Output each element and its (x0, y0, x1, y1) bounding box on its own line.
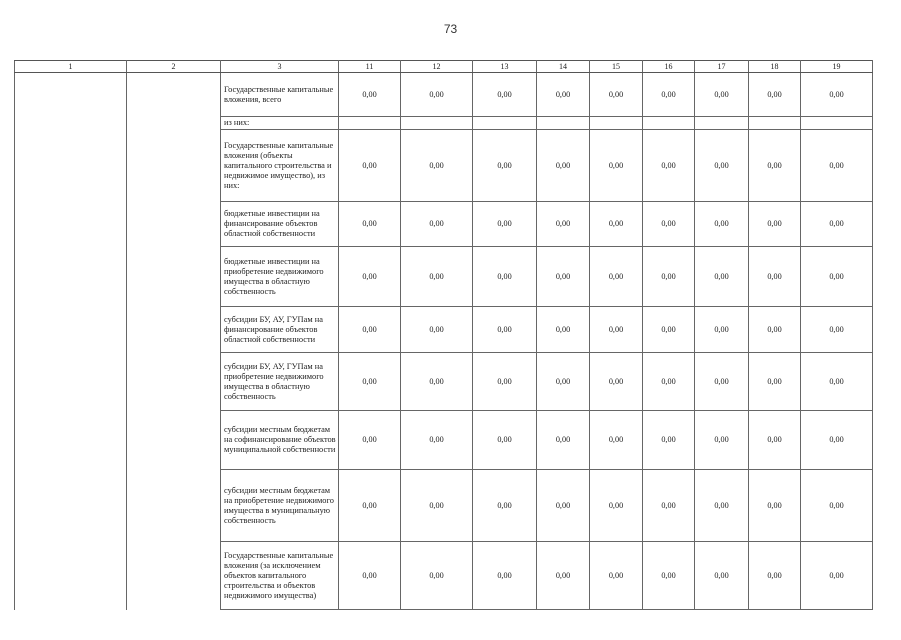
value-cell-col-17: 0,00 (695, 202, 749, 247)
value-cell-col-19: 0,00 (801, 411, 873, 470)
header-row (15, 61, 873, 73)
column-header-18: 18 (749, 61, 801, 73)
merged-column-2-cell (127, 73, 221, 610)
value-cell-col-18: 0,00 (749, 73, 801, 117)
value-cell-col-12: 0,00 (401, 542, 473, 610)
value-cell-col-19: 0,00 (801, 307, 873, 353)
value-cell-col-16 (643, 117, 695, 130)
row-label: субсидии БУ, АУ, ГУПам на приобретение недвижимого имущества в областную собственность (221, 353, 339, 411)
value-cell-col-14: 0,00 (537, 130, 590, 202)
value-cell-col-13: 0,00 (473, 307, 537, 353)
value-cell-col-15: 0,00 (590, 202, 643, 247)
value-cell-col-14: 0,00 (537, 307, 590, 353)
value-cell-col-11 (339, 117, 401, 130)
value-cell-col-12 (401, 117, 473, 130)
value-cell-col-13: 0,00 (473, 411, 537, 470)
value-cell-col-16: 0,00 (643, 202, 695, 247)
table-body (15, 73, 873, 610)
value-cell-col-12: 0,00 (401, 353, 473, 411)
value-cell-col-13: 0,00 (473, 470, 537, 542)
value-cell-col-19: 0,00 (801, 470, 873, 542)
value-cell-col-17: 0,00 (695, 353, 749, 411)
capital-investments-table (14, 60, 873, 610)
column-header-13: 13 (473, 61, 537, 73)
value-cell-col-11: 0,00 (339, 470, 401, 542)
value-cell-col-16: 0,00 (643, 247, 695, 307)
value-cell-col-12: 0,00 (401, 411, 473, 470)
row-label: Государственные капитальные вложения (объекты капитального строительства и недвижимое имущество), из них: (221, 130, 339, 202)
value-cell-col-11: 0,00 (339, 130, 401, 202)
value-cell-col-15: 0,00 (590, 73, 643, 117)
value-cell-col-14: 0,00 (537, 202, 590, 247)
value-cell-col-16: 0,00 (643, 353, 695, 411)
value-cell-col-17: 0,00 (695, 307, 749, 353)
value-cell-col-18: 0,00 (749, 247, 801, 307)
row-label: Государственные капитальные вложения (за исключением объектов капитального строительства и объектов недвижимого имущества) (221, 542, 339, 610)
value-cell-col-17: 0,00 (695, 130, 749, 202)
value-cell-col-14: 0,00 (537, 542, 590, 610)
value-cell-col-17: 0,00 (695, 470, 749, 542)
merged-column-1-cell (15, 73, 127, 610)
page-number: 73 (443, 22, 458, 36)
column-header-11: 11 (339, 61, 401, 73)
value-cell-col-18: 0,00 (749, 470, 801, 542)
value-cell-col-18 (749, 117, 801, 130)
value-cell-col-16: 0,00 (643, 73, 695, 117)
row-label: субсидии местным бюджетам на софинансирование объектов муниципальной собственности (221, 411, 339, 470)
value-cell-col-11: 0,00 (339, 202, 401, 247)
value-cell-col-11: 0,00 (339, 411, 401, 470)
value-cell-col-13: 0,00 (473, 353, 537, 411)
value-cell-col-16: 0,00 (643, 307, 695, 353)
value-cell-col-11: 0,00 (339, 247, 401, 307)
value-cell-col-19: 0,00 (801, 353, 873, 411)
value-cell-col-16: 0,00 (643, 542, 695, 610)
value-cell-col-13: 0,00 (473, 542, 537, 610)
value-cell-col-16: 0,00 (643, 470, 695, 542)
row-label: бюджетные инвестиции на финансирование объектов областной собственности (221, 202, 339, 247)
value-cell-col-18: 0,00 (749, 307, 801, 353)
value-cell-col-15: 0,00 (590, 247, 643, 307)
column-header-3: 3 (221, 61, 339, 73)
value-cell-col-12: 0,00 (401, 470, 473, 542)
value-cell-col-13 (473, 117, 537, 130)
value-cell-col-14: 0,00 (537, 247, 590, 307)
value-cell-col-17: 0,00 (695, 411, 749, 470)
value-cell-col-19: 0,00 (801, 202, 873, 247)
value-cell-col-17: 0,00 (695, 542, 749, 610)
value-cell-col-13: 0,00 (473, 202, 537, 247)
value-cell-col-13: 0,00 (473, 130, 537, 202)
value-cell-col-14: 0,00 (537, 353, 590, 411)
value-cell-col-11: 0,00 (339, 307, 401, 353)
value-cell-col-12: 0,00 (401, 247, 473, 307)
value-cell-col-14: 0,00 (537, 470, 590, 542)
column-header-14: 14 (537, 61, 590, 73)
value-cell-col-13: 0,00 (473, 73, 537, 117)
value-cell-col-18: 0,00 (749, 202, 801, 247)
column-header-15: 15 (590, 61, 643, 73)
value-cell-col-19: 0,00 (801, 130, 873, 202)
row-label: из них: (221, 117, 339, 130)
column-number-header (15, 61, 873, 73)
value-cell-col-15 (590, 117, 643, 130)
value-cell-col-14: 0,00 (537, 411, 590, 470)
value-cell-col-11: 0,00 (339, 73, 401, 117)
column-header-19: 19 (801, 61, 873, 73)
value-cell-col-16: 0,00 (643, 130, 695, 202)
value-cell-col-15: 0,00 (590, 542, 643, 610)
row-label: субсидии БУ, АУ, ГУПам на финансирование объектов областной собственности (221, 307, 339, 353)
value-cell-col-13: 0,00 (473, 247, 537, 307)
value-cell-col-14: 0,00 (537, 73, 590, 117)
value-cell-col-11: 0,00 (339, 542, 401, 610)
value-cell-col-17: 0,00 (695, 73, 749, 117)
value-cell-col-12: 0,00 (401, 130, 473, 202)
value-cell-col-18: 0,00 (749, 353, 801, 411)
value-cell-col-14 (537, 117, 590, 130)
column-header-2: 2 (127, 61, 221, 73)
value-cell-col-12: 0,00 (401, 307, 473, 353)
value-cell-col-17: 0,00 (695, 247, 749, 307)
value-cell-col-19 (801, 117, 873, 130)
value-cell-col-15: 0,00 (590, 130, 643, 202)
row-label: Государственные капитальные вложения, всего (221, 73, 339, 117)
value-cell-col-15: 0,00 (590, 353, 643, 411)
value-cell-col-18: 0,00 (749, 130, 801, 202)
value-cell-col-12: 0,00 (401, 202, 473, 247)
table-row (15, 73, 873, 117)
value-cell-col-18: 0,00 (749, 411, 801, 470)
value-cell-col-11: 0,00 (339, 353, 401, 411)
value-cell-col-16: 0,00 (643, 411, 695, 470)
value-cell-col-19: 0,00 (801, 542, 873, 610)
value-cell-col-18: 0,00 (749, 542, 801, 610)
value-cell-col-17 (695, 117, 749, 130)
row-label: субсидии местным бюджетам на приобретение недвижимого имущества в муниципальную собственность (221, 470, 339, 542)
column-header-16: 16 (643, 61, 695, 73)
budget-table-sheet (14, 60, 872, 606)
value-cell-col-12: 0,00 (401, 73, 473, 117)
column-header-12: 12 (401, 61, 473, 73)
value-cell-col-15: 0,00 (590, 411, 643, 470)
value-cell-col-15: 0,00 (590, 307, 643, 353)
value-cell-col-19: 0,00 (801, 247, 873, 307)
value-cell-col-19: 0,00 (801, 73, 873, 117)
column-header-17: 17 (695, 61, 749, 73)
column-header-1: 1 (15, 61, 127, 73)
row-label: бюджетные инвестиции на приобретение недвижимого имущества в областную собственность (221, 247, 339, 307)
value-cell-col-15: 0,00 (590, 470, 643, 542)
